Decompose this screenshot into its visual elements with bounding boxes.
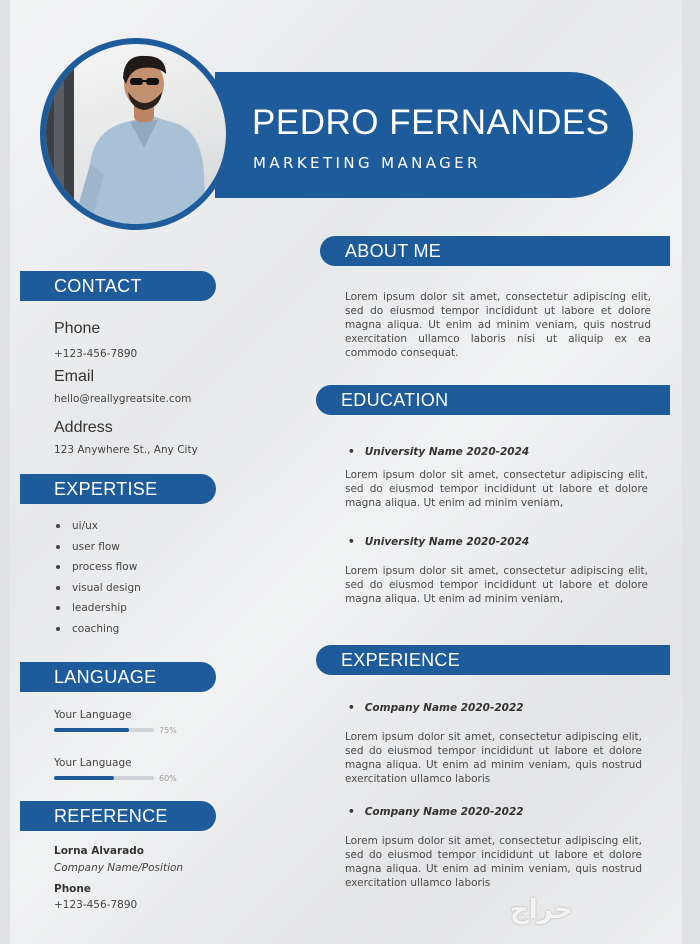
education-item-text: Lorem ipsum dolor sit amet, consectetur adipiscing elit, sed do eiusmod tempor incididunt ut labore et dolore magna aliqua. Ut enim ad minim veniam, [345,469,648,509]
education-item-title: • University Name 2020-2024 [364,446,529,458]
experience-item-text: Lorem ipsum dolor sit amet, consectetur adipiscing elit, sed do eiusmod tempor incididunt ut labore et dolore magna aliqua. Ut enim ad minim veniam, quis nostrud exercitation ullamco laboris [345,835,642,889]
person-illustration [46,44,226,224]
address-value: 123 Anywhere St., Any City [54,444,198,456]
list-item: process flow [54,561,204,582]
experience-item-title: • Company Name 2020-2022 [364,806,524,818]
list-item: user flow [54,541,204,562]
reference-name: Lorna Alvarado [54,845,144,857]
about-text: Lorem ipsum dolor sit amet, consectetur adipiscing elit, sed do eiusmod tempor incididunt ut labore et dolore magna aliqua. Ut enim ad minim veniam, quis nostrud exercitation ullamco laboris nisi ut aliquip ex ea commodo consequat. [345,291,651,359]
job-title: MARKETING MANAGER [253,154,481,172]
language-level-fill [54,728,129,732]
education-heading: EDUCATION [316,385,670,415]
list-item: leadership [54,602,204,623]
list-item: visual design [54,582,204,603]
reference-phone-label: Phone [54,883,91,895]
contact-heading: CONTACT [20,271,216,301]
language-percent: 60% [159,774,177,783]
reference-position: Company Name/Position [54,862,184,874]
list-item: ui/ux [54,520,204,541]
watermark-logo: حراج [510,895,573,925]
expertise-list [54,520,204,643]
language-percent: 75% [159,726,177,735]
email-label: Email [54,368,95,385]
phone-label: Phone [54,320,101,337]
language-level-fill [54,776,114,780]
full-name: PEDRO FERNANDES [252,103,610,142]
language-heading: LANGUAGE [20,662,216,692]
education-item-title: • University Name 2020-2024 [364,536,529,548]
list-item: coaching [54,623,204,644]
experience-heading: EXPERIENCE [316,645,670,675]
email-value: hello@reallygreatsite.com [54,393,192,405]
expertise-heading: EXPERTISE [20,474,216,504]
about-heading: ABOUT ME [320,236,670,266]
language-level-track [54,728,154,732]
resume-page [10,0,682,944]
language-name: Your Language [54,757,132,769]
reference-phone: +123-456-7890 [54,899,138,911]
experience-item-title: • Company Name 2020-2022 [364,702,524,714]
education-item-text: Lorem ipsum dolor sit amet, consectetur adipiscing elit, sed do eiusmod tempor incididunt ut labore et dolore magna aliqua. Ut enim ad minim veniam, [345,565,648,605]
phone-value: +123-456-7890 [54,348,138,360]
profile-photo [46,44,226,224]
reference-heading: REFERENCE [20,801,216,831]
address-label: Address [54,419,113,436]
language-level-track [54,776,154,780]
language-name: Your Language [54,709,132,721]
experience-item-text: Lorem ipsum dolor sit amet, consectetur adipiscing elit, sed do eiusmod tempor incididunt ut labore et dolore magna aliqua. Ut enim ad minim veniam, quis nostrud exercitation ullamco laboris [345,731,642,785]
